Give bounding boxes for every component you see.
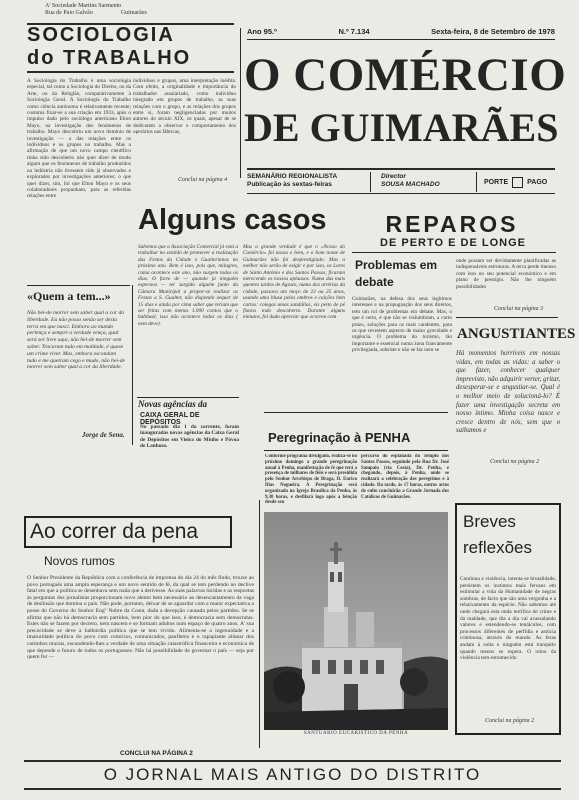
masthead-subtitle-1: SEMANÁRIO REGIONALISTA — [247, 173, 338, 180]
breves-continued: Conclui na página 2 — [485, 718, 535, 724]
breves-title-2: reflexões — [463, 538, 532, 557]
angustiantes-text: Há momentos horríveis em nossas vidas, em todas as vidas: a saber o que fazer, conhecer qualquer imprevisto, não adquirir verter, gritar, desesperar-se e angustiar-se. Qual é o melhor meio de solucioná-lo? É fazer uma investigação secreta em nosso íntimo. Minha coisa nasce e cresce dentro de nós, sem que o saibamos e — [456, 350, 560, 435]
poem-title: «Quem a tem...» — [27, 289, 111, 303]
footer-banner: O JORNAL MAIS ANTIGO DO DISTRITO — [103, 765, 482, 784]
problemas-continued: Conclui na página 3 — [494, 306, 544, 312]
sociologia-col-1: A Sociologia do Trabalho é uma sociologia especial, tal como a Sociologia do Direito, ou da Arte, ou da Religião, comparativamente à Sociologia Geral. A Sociologia do Trabalho como ciência autónoma é relativamente recente; costuma fixar-se a sua criação em 1933, após o impulso dado pelo sociólogo americano Elton Mayo, na investigação dos fenómenos de trabalho. Mayo descobriu um novo domínio de investigação — o das relações entre os indivíduos e os grupos no trabalho. Mas a afirmação de que um novo campo científico tinha sido descoberto não quer dizer de modo algum que os fenómenos de trabalho produzidos na indústria não tivessem sido já observados e explorados por investigações anteriores; o que quer dizer, sim, foi que Elton Mayo e os seus colaboradores propunham, para as referidas relações entre — [27, 78, 131, 200]
masthead-director — [381, 173, 471, 189]
sociologia-col-2: indivíduos e grupos, uma interpretação inédita. Com efeito, a originalidade e importância do trabalhador assalariado, como indivíduo integrado em grupos de trabalho, as suas relações com o grupo, e as relações dos grupos entre si, foram negligenciadas por muitos autores do século XIX, os quais, apesar de se dedicarem a observar o comportamento dos operários nas fábricas, — [133, 78, 236, 136]
penha-title-rule — [264, 450, 448, 451]
novas-top-rule — [137, 397, 239, 398]
angustiantes-title: ANGUSTIANTES — [457, 326, 576, 342]
left-vertical-rule — [132, 285, 133, 445]
penha-photo — [264, 512, 448, 730]
pago-label: PAGO — [527, 179, 548, 186]
correr-title: Ao correr da pena — [30, 520, 199, 543]
masthead-top-rule — [247, 39, 555, 40]
poem-top-rule — [27, 285, 130, 286]
main-vertical-rule — [240, 28, 241, 178]
director-label: Director — [381, 173, 406, 180]
breves-text: Continua a violência, intenta-se brutalidade, persistem os instintos mais ferozes em estimular a vida da Humanidade de negras sombras, de facto que são uma vergonha e a rebaixamento da espécie. Não sabemos até onde chegará esta onda terrífica de crime e da maldade, que dia a dia vai avassalando valores e estendendo-se tentáculos, com processos diferentes de perfídia e astúcia criminosa, através do mundo. As feras andam à solta e ninguém está tranquilo quando menos se espera. O reino da violência tem estremecido — [460, 576, 556, 662]
poem-text: Não hei-de morrer sem saber qual a cor da liberdade. Eu não posso senão ser desta terra em que nasci. Embora ao mundo pertença e sempre a verdade vença, qual será ser livre aqui, não hei-de morrer sem saber. Trocaram tudo em maldade, é quase um crime viver. Mas, embora escondam tudo e me queiram cego e mudo, não hei-de morrer sem saber qual a cor da liberdade. — [27, 310, 126, 371]
alguns-casos-title: Alguns casos — [138, 204, 327, 236]
address-block — [45, 3, 245, 21]
penha-col-2: percurso do esplanada do Templo dos Santos Passos, seguindo pela Rua Dr. José Sampaio (via Costa), Dr. Penha, e chegando, depois, à Penha, onde se realizará a celebração dos peregrinos e à cidade. Da tarde, às 17 horas, outros actos de culto concluirão a Grande Jornada dos Católicos de Guimarães. — [361, 454, 449, 500]
penha-col-1: Conforme programa divulgado, realiza-se no próximo domingo a grande peregrinação anual à Penha, manifestação de fé que terá a presença de milhares de fiéis e será presidida pelo Senhor Arcebispo de Braga, D. Eurico Dias Nogueira. A Peregrinação será organizada na Igreja Brasílica da Penha, às 9,30 horas, e desfilará logo após a bênção desde seu — [265, 454, 357, 506]
correr-subtitle: Novos rumos — [44, 554, 115, 568]
masthead-subtitle — [247, 173, 367, 189]
poem-author: Jorge de Sena. — [82, 431, 125, 439]
sociologia-title: SOCIOLOGIA — [27, 24, 175, 46]
porte-pago-box — [484, 177, 558, 188]
penha-caption: SANTUÁRIO EUCARÍSTICO DA PENHA — [303, 731, 409, 736]
sociologia-bottom-rule — [27, 71, 234, 73]
angustiantes-continued: Conclui na página 2 — [490, 459, 540, 465]
address-line-2: Rua de Paio Galvão — [45, 10, 93, 16]
masthead-ano: Ano 95.º — [247, 27, 277, 36]
masthead-title-line-2: DE GUIMARÃES — [244, 105, 559, 150]
address-line-1: A' Sociedade Martins Sarmento — [45, 3, 122, 9]
alguns-casos-col-1: Sabemos que a Associação Comercial já está a trabalhar no sentido de promover a realização das Festas da Cidade e Gualterianas no próximo ano. Bem é isso, pois que, milagres, cama acontece este ano, não surgem todos os dias. O facto de — quando já ninguém esperava — ter surgido alguém junto da Câmara Municipal a propor-se realizar as Festas a S. Gualter, não dispondo sequer de 15 dias e ainda por cima saber que teriam que ser feitas com menos 1.000 contos que o habitual, isso não acontece todos os dias ( nem deve). — [138, 244, 238, 327]
footer-top-rule — [24, 760, 561, 762]
breves-title-1: Breves — [463, 512, 516, 531]
porte-label: PORTE — [484, 179, 509, 186]
reparos-title: REPAROS — [385, 211, 519, 237]
masthead-divider-2 — [476, 172, 477, 192]
problemas-title: Problemas em debate — [355, 258, 438, 289]
novas-title: Novas agências da — [138, 399, 207, 409]
sociologia-subtitle: do TRABALHO — [27, 47, 192, 69]
correr-text: O Senhor Presidente da República com a conferência de imprensa do dia 24 do mês findo, trouxe ao povo português uma ampla esperança e um novo sentido de fé, da qual se tem perdendo no declive fatal em que a política se desenhava sem nada que a detivesse. As suas palavras lúcidas e as respostas às perguntas dos jornalistas proporcionam novo alento bem necessário ao desencantamento da vaga de desilusão que domina o país. Não pode, portanto, deixar de se aguardar com a maior expectativa a posse do Governo do Senhor Engº Nobre da Costa, dada a decepção causada pelos partidos. Se se afirma que não há democracia sem partidos, bem pior do que isso, é democracia sem democratas. Estes não se fazem por decreto, nem nascem e se formam adultos num espaço de quatro anos. A' sua precocidade se deve a balbúrdia política que se tem vivido. Alimenta-se a ingenuidade e a imaturidade política do povo com comícios, comunicados, panfletos e o rapapiante alinear dos carimbos murais, escondendo-lhes a verdade de uma situação catastrófica financeira e económica de que depende o futuro de todos os portugueses. Não há possibilidade de governar o país — seja por quem for — — [27, 575, 254, 661]
masthead-issue-line — [247, 27, 555, 36]
director-name: SOUSA MACHADO — [381, 181, 440, 188]
masthead-subtitle-2: Publicação às sextas-feiras — [247, 181, 332, 188]
alguns-casos-col-2: Mas a grande verdade é que o «Nosso do Comércio» foi nosso e bem, e o bom nome de Guimarães não foi desprestigiado. Mas a melhor não serão de exigir e por isso, os Lares de Santo António e dos Santos Passos, ficaram merecendo os nossos aplausos. Numa das mais quentes tardes de Agosto, numa das artérias da cidade, passava um moço de 23 ou 25 anos, usando uma blusa pelos ombros e calções bem curtos: colegas umas sandálias, eis peito de pé fixava todo descoberto. Durante alguns minutos, foi dado apreciar que ocorreu com — [243, 244, 345, 321]
problemas-col-2: onde possam ser devidamente planificadas as indispensáveis estruturas. A terra perde imenso com isso no seu potencial económico e em plano de prestígio. Não lhe ninguém possibilidades — [456, 258, 556, 290]
reparos-subtitle: DE PERTO E DE LONGE — [380, 237, 526, 249]
address-city: Guimarães — [120, 10, 147, 16]
footer-bottom-rule — [24, 788, 561, 790]
porte-stamp-icon — [512, 177, 523, 188]
problemas-col-1: Guimarães, na defesa dos seus legítimos interesses e na propugnação dos seus direitos, tem um rol de problemas em debate. Mas, o que é certo, é que não se vislumbram, a curto prazo, soluções para os mais candentes, para os que revestem aspecto de maior gravidade e urgência. O problema do turismo, tão importante e essencial numa zona francamente privilegiada, subsiste e não se faz nem se — [352, 296, 452, 354]
masthead-title-line-1: O COMÉRCIO — [244, 49, 567, 101]
sanctuary-image — [264, 512, 448, 730]
penha-title: Peregrinação à PENHA — [268, 430, 411, 445]
correr-vertical-rule — [259, 500, 260, 748]
correr-continued: CONCLUI NA PÁGINA 2 — [120, 750, 193, 757]
novas-bank: CAIXA GERAL DE DEPÓSITOS — [140, 412, 200, 426]
sociologia-continued: Conclui na página 4 — [178, 177, 228, 183]
angustiantes-top-rule — [456, 317, 558, 318]
masthead-numero: N.º 7.134 — [338, 27, 370, 36]
problemas-top-rule — [352, 252, 556, 253]
penha-top-rule — [264, 412, 448, 413]
masthead-sub-rule — [247, 193, 555, 194]
masthead-date: Sexta-feira, 8 de Setembro de 1978 — [431, 27, 555, 36]
masthead-divider-1 — [370, 172, 371, 192]
novas-text: No passado dia 1 do corrente, foram inauguradas novas agências da Caixa Geral de Depósitos em Vieira do Minho e Póvoa de Lanhoso. — [140, 424, 239, 450]
masthead-bottom-rule — [247, 168, 555, 170]
